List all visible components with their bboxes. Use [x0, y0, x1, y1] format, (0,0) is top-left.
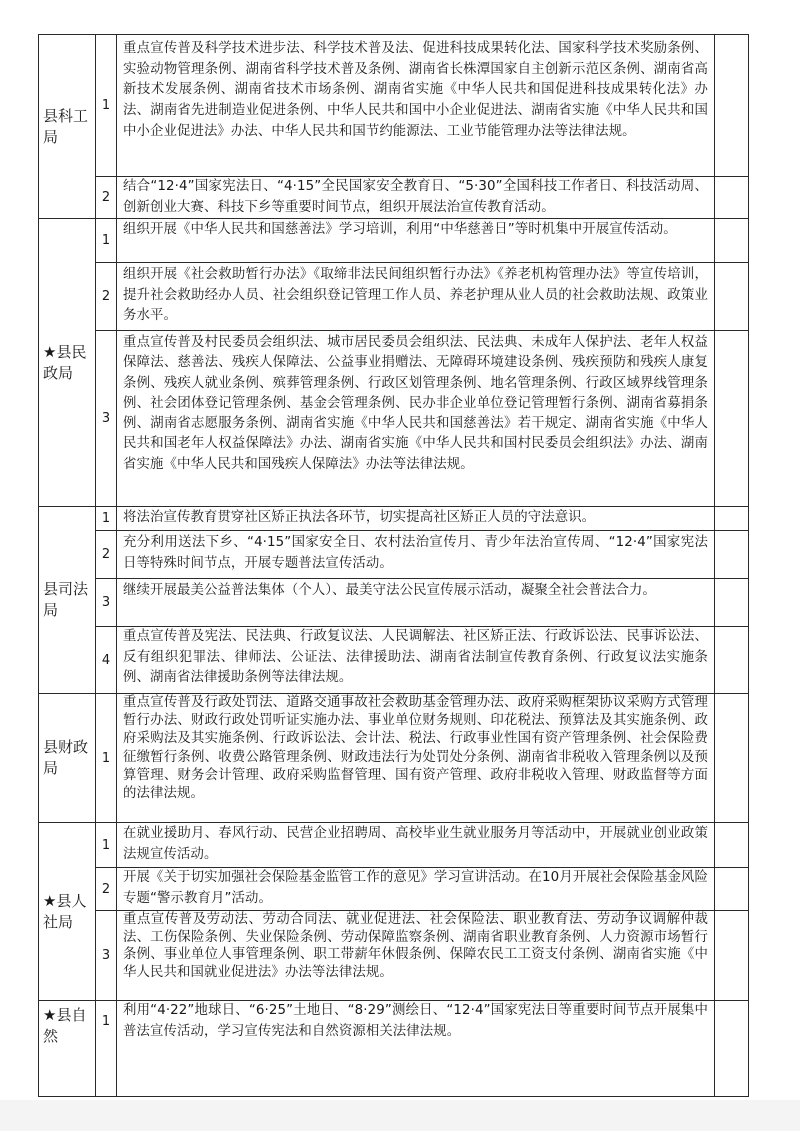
- row-number: 1: [101, 1013, 111, 1029]
- row-number: 3: [101, 411, 111, 426]
- row-content: 重点宣传普及劳动法、劳动合同法、就业促进法、社会保险法、职业教育法、劳动争议调解仲裁法、工伤保险条例、失业保险条例、劳动保障监察条例、湖南省职业教育条例、人力资源市场暂行条例、事业单位人事管理条例、职工带薪年休假条例、保障农民工工资支付条例、湖南省实施《中华人民共和国就业促进法》办法等法律法规。: [123, 912, 708, 980]
- row-content: 充分利用送法下乡、“4·15”国家安全日、农村法治宣传月、青少年法治宣传周、“12·4”国家宪法日等特殊时间节点，开展专题普法宣传活动。: [123, 535, 708, 571]
- dept-cell: [39, 694, 95, 822]
- row-content: 将法治宣传教育贯穿社区矫正执法各环节，切实提高社区矫正人员的守法意识。: [123, 510, 596, 525]
- dept-name: 县财政局: [43, 738, 89, 777]
- row-content: 组织开展《中华人民共和国慈善法》学习培训，利用“中华慈善日”等时机集中开展宣传活动。: [123, 222, 677, 237]
- dept-name: ★县自然: [43, 1006, 87, 1045]
- row-number: 4: [101, 652, 111, 668]
- row-content: 继续开展最美公益普法集体（个人）、最美守法公民宣传展示活动，凝聚全社会普法合力。: [123, 583, 656, 598]
- dept-name: 县科工局: [43, 106, 89, 146]
- row-number: 2: [101, 289, 111, 304]
- row-number: 1: [101, 837, 111, 853]
- row-content: 开展《关于切实加强社会保险基金监管工作的意见》学习宣讲活动。在10月开展社会保险基金风险专题“警示教育月”活动。: [123, 870, 708, 906]
- table-border-right: [748, 34, 749, 1096]
- row-number: 3: [101, 948, 111, 963]
- row-content: 重点宣传普及宪法、民法典、行政复议法、人民调解法、社区矫正法、行政诉讼法、民事诉讼法、反有组织犯罪法、律师法、公证法、法律援助法、湖南省法制宣传教育条例、行政复议法实施条例、湖南省法律援助条例等法律法规。: [123, 629, 708, 686]
- table-border-bottom: [38, 1096, 749, 1097]
- dept-name: ★县人社局: [43, 891, 87, 931]
- law-publicity-table: [38, 34, 749, 1116]
- row-content: 利用“4·22”地球日、“6·25”土地日、“8·29”测绘日、“12·4”国家宪法日等重要时间节点开展集中普法宣传活动，学习宣传宪法和自然资源相关法律法规。: [123, 1003, 708, 1039]
- row-number: 2: [101, 547, 111, 562]
- dept-cell: [39, 35, 95, 218]
- row-number: 1: [101, 233, 111, 248]
- dept-cell: [39, 219, 95, 506]
- dept-cell: [39, 823, 95, 1000]
- row-content: 结合“12·4”国家宪法日、“4·15”全民国家安全教育日、“5·30”全国科技工作者日、科技活动周、创新创业大赛、科技下乡等重要时间节点，组织开展法治宣传教育活动。: [123, 179, 708, 215]
- dept-cell: [39, 1001, 95, 1096]
- row-number: 3: [101, 595, 111, 610]
- page-bottom-shade: [0, 1100, 800, 1131]
- row-number: 1: [101, 750, 111, 766]
- row-content: 组织开展《社会救助暂行办法》《取缔非法民间组织暂行办法》《养老机构管理办法》等宣传培训，提升社会救助经办人员、社会组织登记管理工作人员、养老护理从业人员的社会救助法规、政策业务水平。: [123, 267, 708, 324]
- row-number: 1: [101, 98, 111, 113]
- row-number: 2: [101, 881, 111, 897]
- row-content: 在就业援助月、春风行动、民营企业招聘周、高校毕业生就业服务月等活动中，开展就业创业政策法规宣传活动。: [123, 826, 708, 862]
- column-divider: [714, 34, 715, 1096]
- dept-name: ★县民政局: [43, 342, 87, 382]
- dept-name: 县司法局: [43, 580, 89, 619]
- row-content: 重点宣传普及科学技术进步法、科学技术普及法、促进科技成果转化法、国家科学技术奖励条例、实验动物管理条例、湖南省科学技术普及条例、湖南省长株潭国家自主创新示范区条例、湖南省高新技术发展条例、湖南省技术市场条例、湖南省实施《中华人民共和国促进科技成果转化法》办法、湖南省先进制造业促进条例、中华人民共和国中小企业促进法、湖南省实施《中华人民共和国中小企业促进法》办法、中华人民共和国节约能源法、工业节能管理办法等法律法规。: [123, 41, 708, 139]
- row-content: 重点宣传普及村民委员会组织法、城市居民委员会组织法、民法典、未成年人保护法、老年人权益保障法、慈善法、残疾人保障法、公益事业捐赠法、无障碍环境建设条例、残疾预防和残疾人康复条例、残疾人就业条例、殡葬管理条例、行政区划管理条例、地名管理条例、行政区域界线管理条例、社会团体登记管理条例、基金会管理条例、民办非企业单位登记管理暂行条例、湖南省募捐条例、湖南省志愿服务条例、湖南省实施《中华人民共和国慈善法》若干规定、湖南省实施《中华人民共和国老年人权益保障法》办法、湖南省实施《中华人民共和国村民委员会组织法》办法、湖南省实施《中华人民共和国残疾人保障法》办法等法律法规。: [123, 335, 708, 472]
- dept-cell: [39, 507, 95, 693]
- row-content: 重点宣传普及行政处罚法、道路交通事故社会救助基金管理办法、政府采购框架协议采购方式管理暂行办法、财政行政处罚听证实施办法、事业单位财务规则、印花税法、预算法及其实施条例、政府采购法及其实施条例、行政诉讼法、会计法、税法、行政事业性国有资产管理条例、社会保险费征缴暂行条例、收费公路管理条例、财政违法行为处罚处分条例、湖南省非税收入管理条例以及预算管理、财务会计管理、政府采购监督管理、国有资产管理、政府非税收入管理、财政监督等方面的法律法规。: [123, 695, 708, 802]
- row-number: 1: [101, 511, 111, 526]
- row-number: 2: [101, 190, 111, 205]
